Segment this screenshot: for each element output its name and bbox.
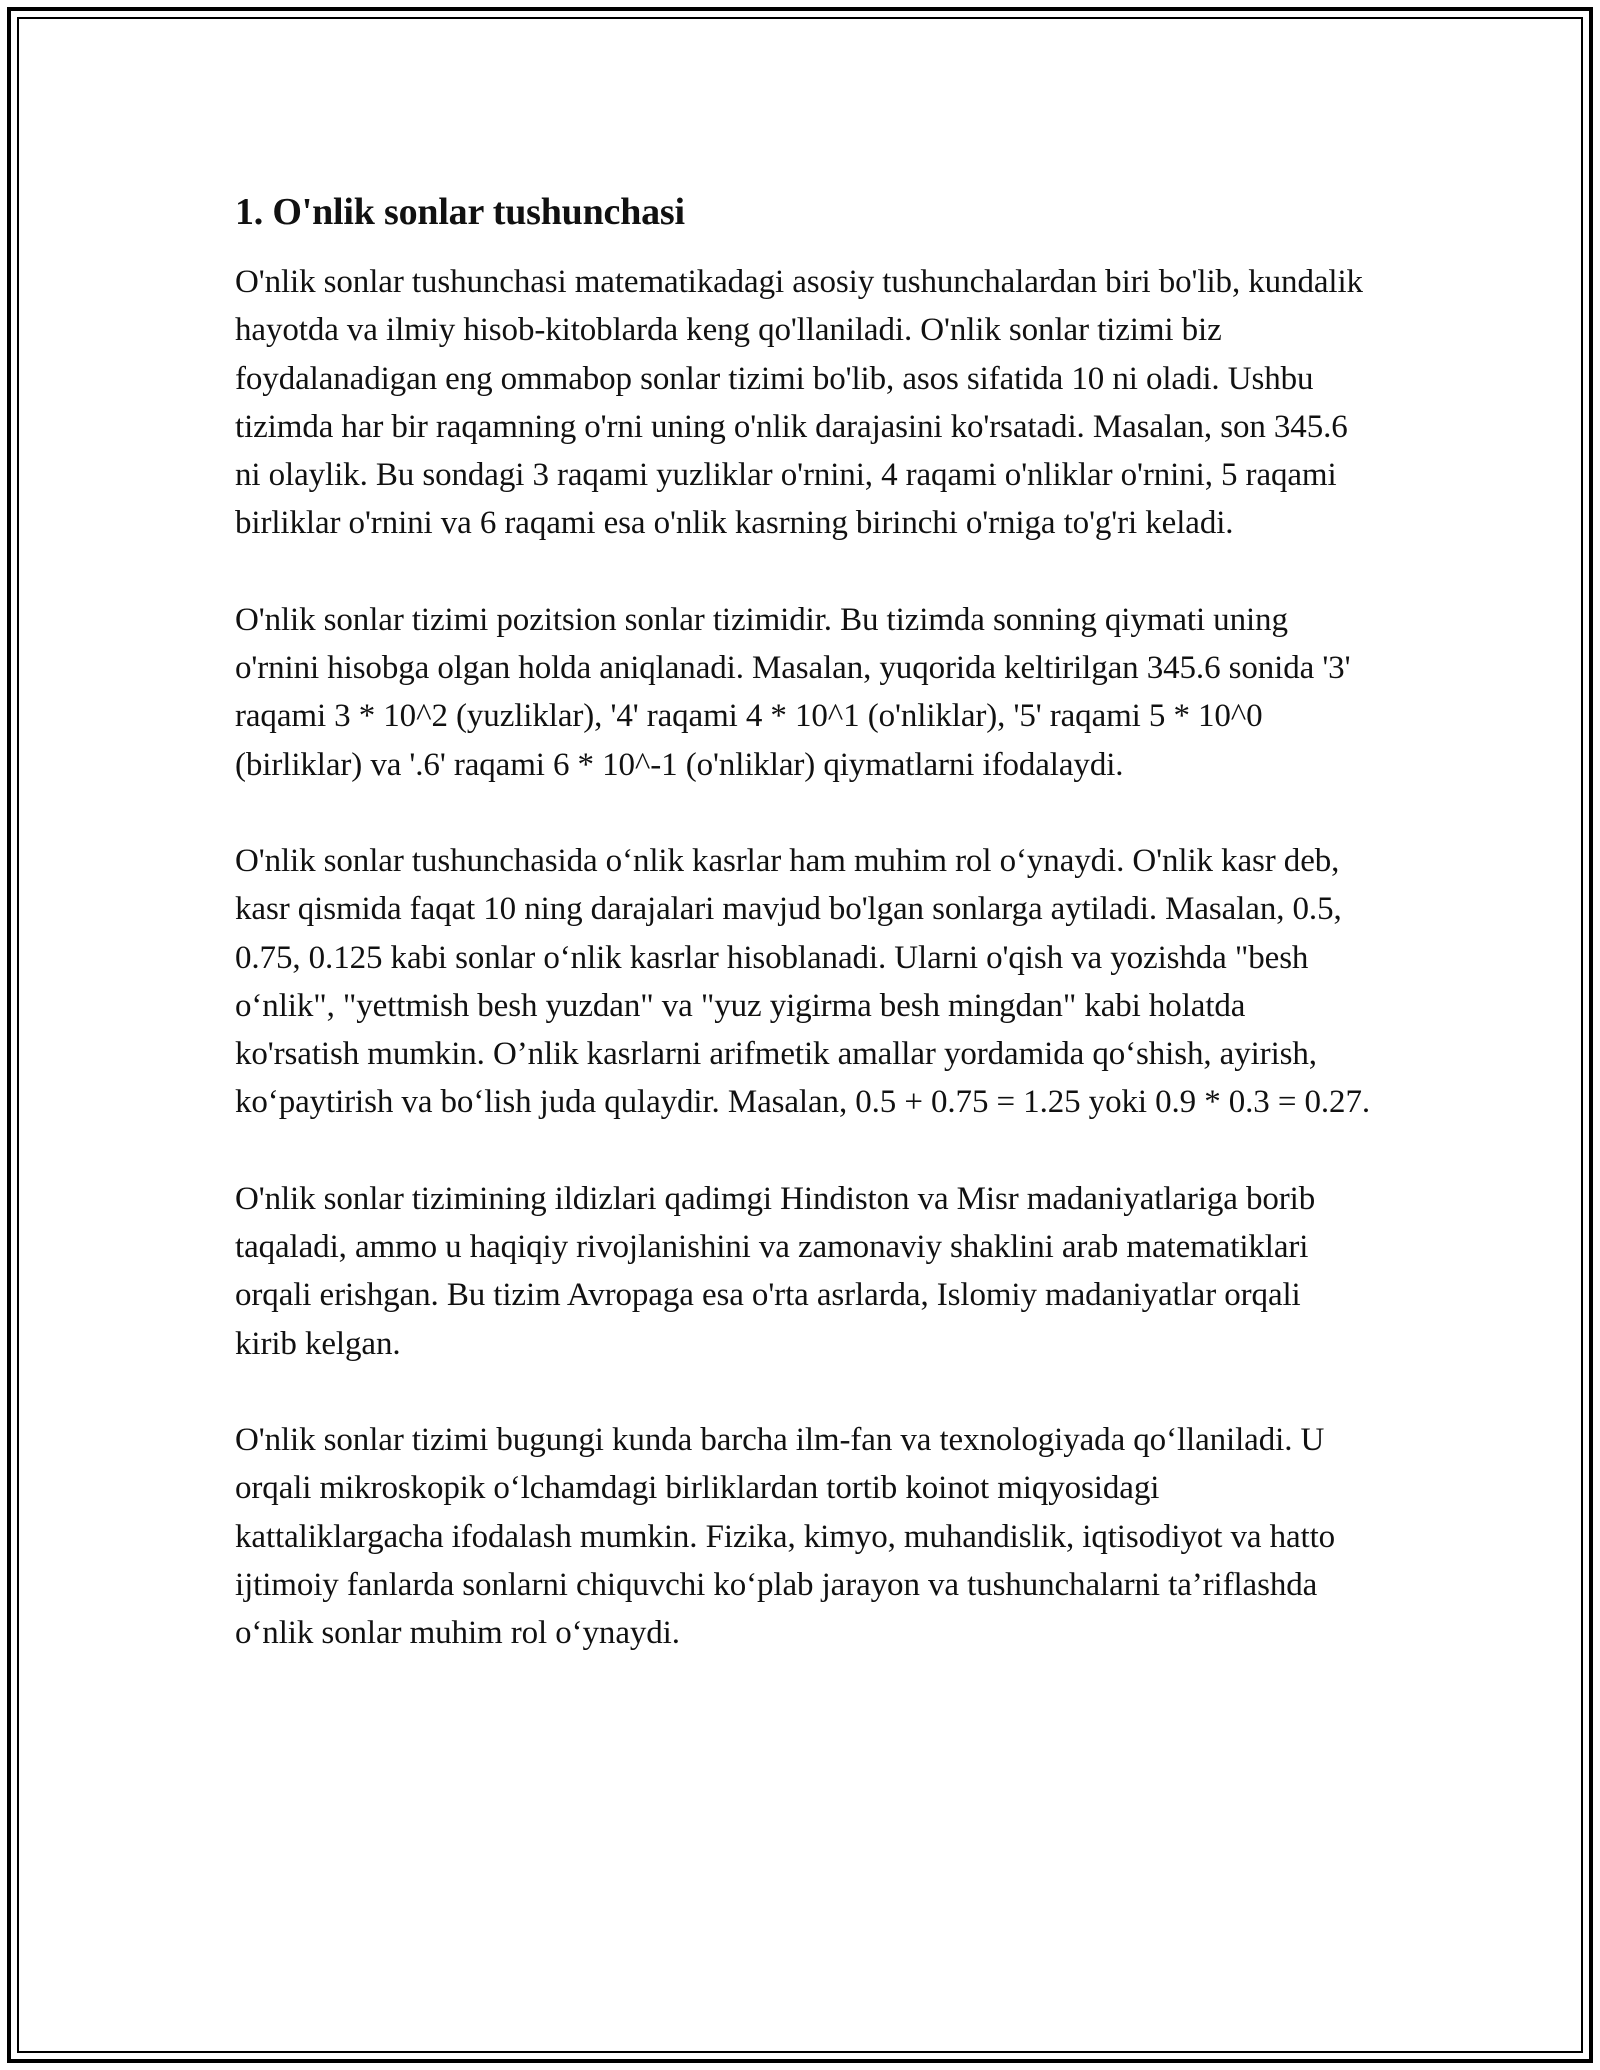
paragraph-spacer [235, 1127, 1370, 1175]
paragraph-spacer [235, 1368, 1370, 1416]
paragraph-3: O'nlik sonlar tushunchasida o‘nlik kasrlar ham muhim rol o‘ynaydi. O'nlik kasr deb, kasr qismida faqat 10 ning darajalari mavjud bo'lgan sonlarga aytiladi. Masalan, 0.5, 0.75, 0.125 kabi sonlar o‘nlik kasrlar hisoblanadi. Ularni o'qish va yozishda "besh o‘nlik", "yettmish besh yuzdan" va "yuz yigirma besh mingdan" kabi holatda ko'rsatish mumkin. O’nlik kasrlarni arifmetik amallar yordamida qo‘shish, ayirish, ko‘paytirish va bo‘lish juda qulaydir. Masalan, 0.5 + 0.75 = 1.25 yoki 0.9 * 0.3 = 0.27. [235, 842, 1371, 1121]
paragraph-spacer [235, 789, 1370, 837]
paragraph-4: O'nlik sonlar tizimining ildizlari qadimgi Hindiston va Misr madaniyatlariga borib taqaladi, ammo u haqiqiy rivojlanishini va zamonaviy shaklini arab matematiklari orqali erishgan. Bu tizim Avropaga esa o'rta asrlarda, Islomiy madaniyatlar orqali kirib kelgan. [235, 1180, 1316, 1362]
paragraph-spacer [235, 548, 1370, 596]
paragraph-5: O'nlik sonlar tizimi bugungi kunda barcha ilm-fan va texnologiyada qo‘llaniladi. U orqali mikroskopik o‘lchamdagi birliklardan tortib koinot miqyosidagi kattaliklargacha ifodalash mumkin. Fizika, kimyo, muhandislik, iqtisodiyot va hatto ijtimoiy fanlarda sonlarni chiquvchi ko‘plab jarayon va tushunchalarni ta’riflashda o‘nlik sonlar muhim rol o‘ynaydi. [235, 1421, 1336, 1652]
paragraph-2: O'nlik sonlar tizimi pozitsion sonlar tizimidir. Bu tizimda sonning qiymati uning o'rnini hisobga olgan holda aniqlanadi. Masalan, yuqorida keltirilgan 345.6 sonida '3' raqami 3 * 10^2 (yuzliklar), '4' raqami 4 * 10^1 (o'nliklar), '5' raqami 5 * 10^0 (birliklar) va '.6' raqami 6 * 10^-1 (o'nliklar) qiymatlarni ifodalaydi. [235, 601, 1351, 783]
document-body [235, 186, 1370, 1657]
title-spacer [235, 238, 1370, 258]
paragraph-1: O'nlik sonlar tushunchasi matematikadagi asosiy tushunchalardan biri bo'lib, kundalik hayotda va ilmiy hisob-kitoblarda keng qo'llaniladi. O'nlik sonlar tizimi biz foydalanadigan eng ommabop sonlar tizimi bo'lib, asos sifatida 10 ni oladi. Ushbu tizimda har bir raqamning o'rni uning o'nlik darajasini ko'rsatadi. Masalan, son 345.6 ni olaylik. Bu sondagi 3 raqami yuzliklar o'rnini, 4 raqami o'nliklar o'rnini, 5 raqami birliklar o'rnini va 6 raqami esa o'nlik kasrning birinchi o'rniga to'g'ri keladi. [235, 264, 1363, 542]
section-title: 1. O'nlik sonlar tushunchasi [235, 191, 685, 233]
